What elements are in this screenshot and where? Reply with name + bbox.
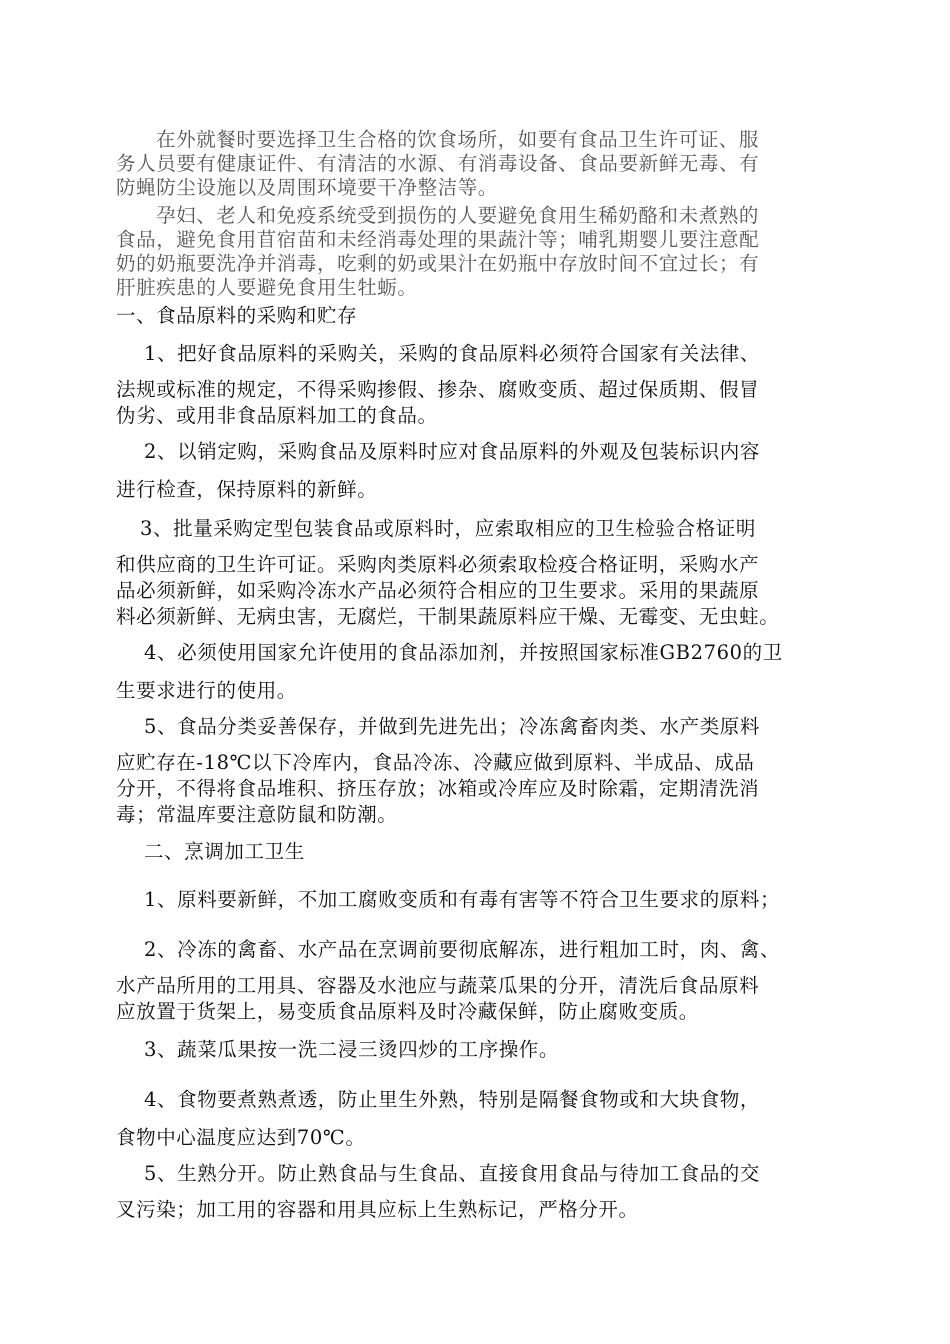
text-line: 和供应商的卫生许可证。采购肉类原料必须索取检疫合格证明，采购水产 xyxy=(116,553,760,576)
text-line: 伪劣、或用非食品原料加工的食品。 xyxy=(116,404,438,427)
text-line: 3、蔬菜瓜果按一洗二浸三烫四炒的工序操作。 xyxy=(144,1038,560,1061)
text-line: 奶的奶瓶要洗净并消毒，吃剩的奶或果汁在奶瓶中存放时间不宜过长；有 xyxy=(116,252,760,275)
text-line: 水产品所用的工用具、容器及水池应与蔬菜瓜果的分开，清洗后食品原料 xyxy=(116,974,760,997)
text-line: 4、必须使用国家允许使用的食品添加剂，并按照国家标准GB2760的卫 xyxy=(144,641,783,664)
text-line: 料必须新鲜、无病虫害，无腐烂，干制果蔬原料应干燥、无霉变、无虫蛀。 xyxy=(116,605,780,628)
text-line: 4、食物要煮熟煮透，防止里生外熟，特别是隔餐食物或和大块食物， xyxy=(144,1088,761,1111)
text-line: 食物中心温度应达到70℃。 xyxy=(116,1126,366,1149)
text-line: 2、以销定购，采购食品及原料时应对食品原料的外观及包装标识内容 xyxy=(144,440,761,463)
section-heading-1: 一、食品原料的采购和贮存 xyxy=(116,304,358,327)
text-line: 5、食品分类妥善保存，并做到先进先出；冷冻禽畜肉类、水产类原料 xyxy=(144,715,761,738)
text-line: 肝脏疾患的人要避免食用生牡蛎。 xyxy=(116,276,418,299)
text-line: 5、生熟分开。防止熟食品与生食品、直接食用食品与待加工食品的交 xyxy=(144,1162,761,1185)
text-line: 分开，不得将食品堆积、挤压存放；冰箱或冷库应及时除霜，定期清洗消 xyxy=(116,777,760,800)
text-line: 进行检查，保持原料的新鲜。 xyxy=(116,478,378,501)
text-line: 孕妇、老人和免疫系统受到损伤的人要避免食用生稀奶酪和未煮熟的 xyxy=(156,204,760,227)
text-line: 务人员要有健康证件、有清洁的水源、有消毒设备、食品要新鲜无毒、有 xyxy=(116,152,760,175)
text-line: 毒；常温库要注意防鼠和防潮。 xyxy=(116,803,398,826)
text-line: 防蝇防尘设施以及周围环境要干净整洁等。 xyxy=(116,176,498,199)
text-line: 2、冷冻的禽畜、水产品在烹调前要彻底解冻，进行粗加工时，肉、禽、 xyxy=(144,938,781,961)
text-line: 法规或标准的规定，不得采购掺假、掺杂、腐败变质、超过保质期、假冒 xyxy=(116,378,760,401)
text-line: 品必须新鲜，如采购冷冻水产品必须符合相应的卫生要求。采用的果蔬原 xyxy=(116,579,760,602)
text-line: 在外就餐时要选择卫生合格的饮食场所，如要有食品卫生许可证、服 xyxy=(156,128,760,151)
text-line: 3、批量采购定型包装食品或原料时，应索取相应的卫生检验合格证明 xyxy=(140,517,757,540)
text-line: 生要求进行的使用。 xyxy=(116,679,297,702)
text-line: 应放置于货架上，易变质食品原料及时冷藏保鲜，防止腐败变质。 xyxy=(116,1000,699,1023)
text-line: 叉污染；加工用的容器和用具应标上生熟标记，严格分开。 xyxy=(116,1198,639,1221)
section-heading-2: 二、烹调加工卫生 xyxy=(144,840,305,863)
text-line: 1、原料要新鲜，不加工腐败变质和有毒有害等不符合卫生要求的原料； xyxy=(144,888,781,911)
text-line: 1、把好食品原料的采购关，采购的食品原料必须符合国家有关法律、 xyxy=(144,342,761,365)
text-line: 应贮存在-18℃以下冷库内，食品冷冻、冷藏应做到原料、半成品、成品 xyxy=(116,751,755,774)
text-line: 食品，避免食用苜宿苗和未经消毒处理的果蔬汁等；哺乳期婴儿要注意配 xyxy=(116,228,760,251)
